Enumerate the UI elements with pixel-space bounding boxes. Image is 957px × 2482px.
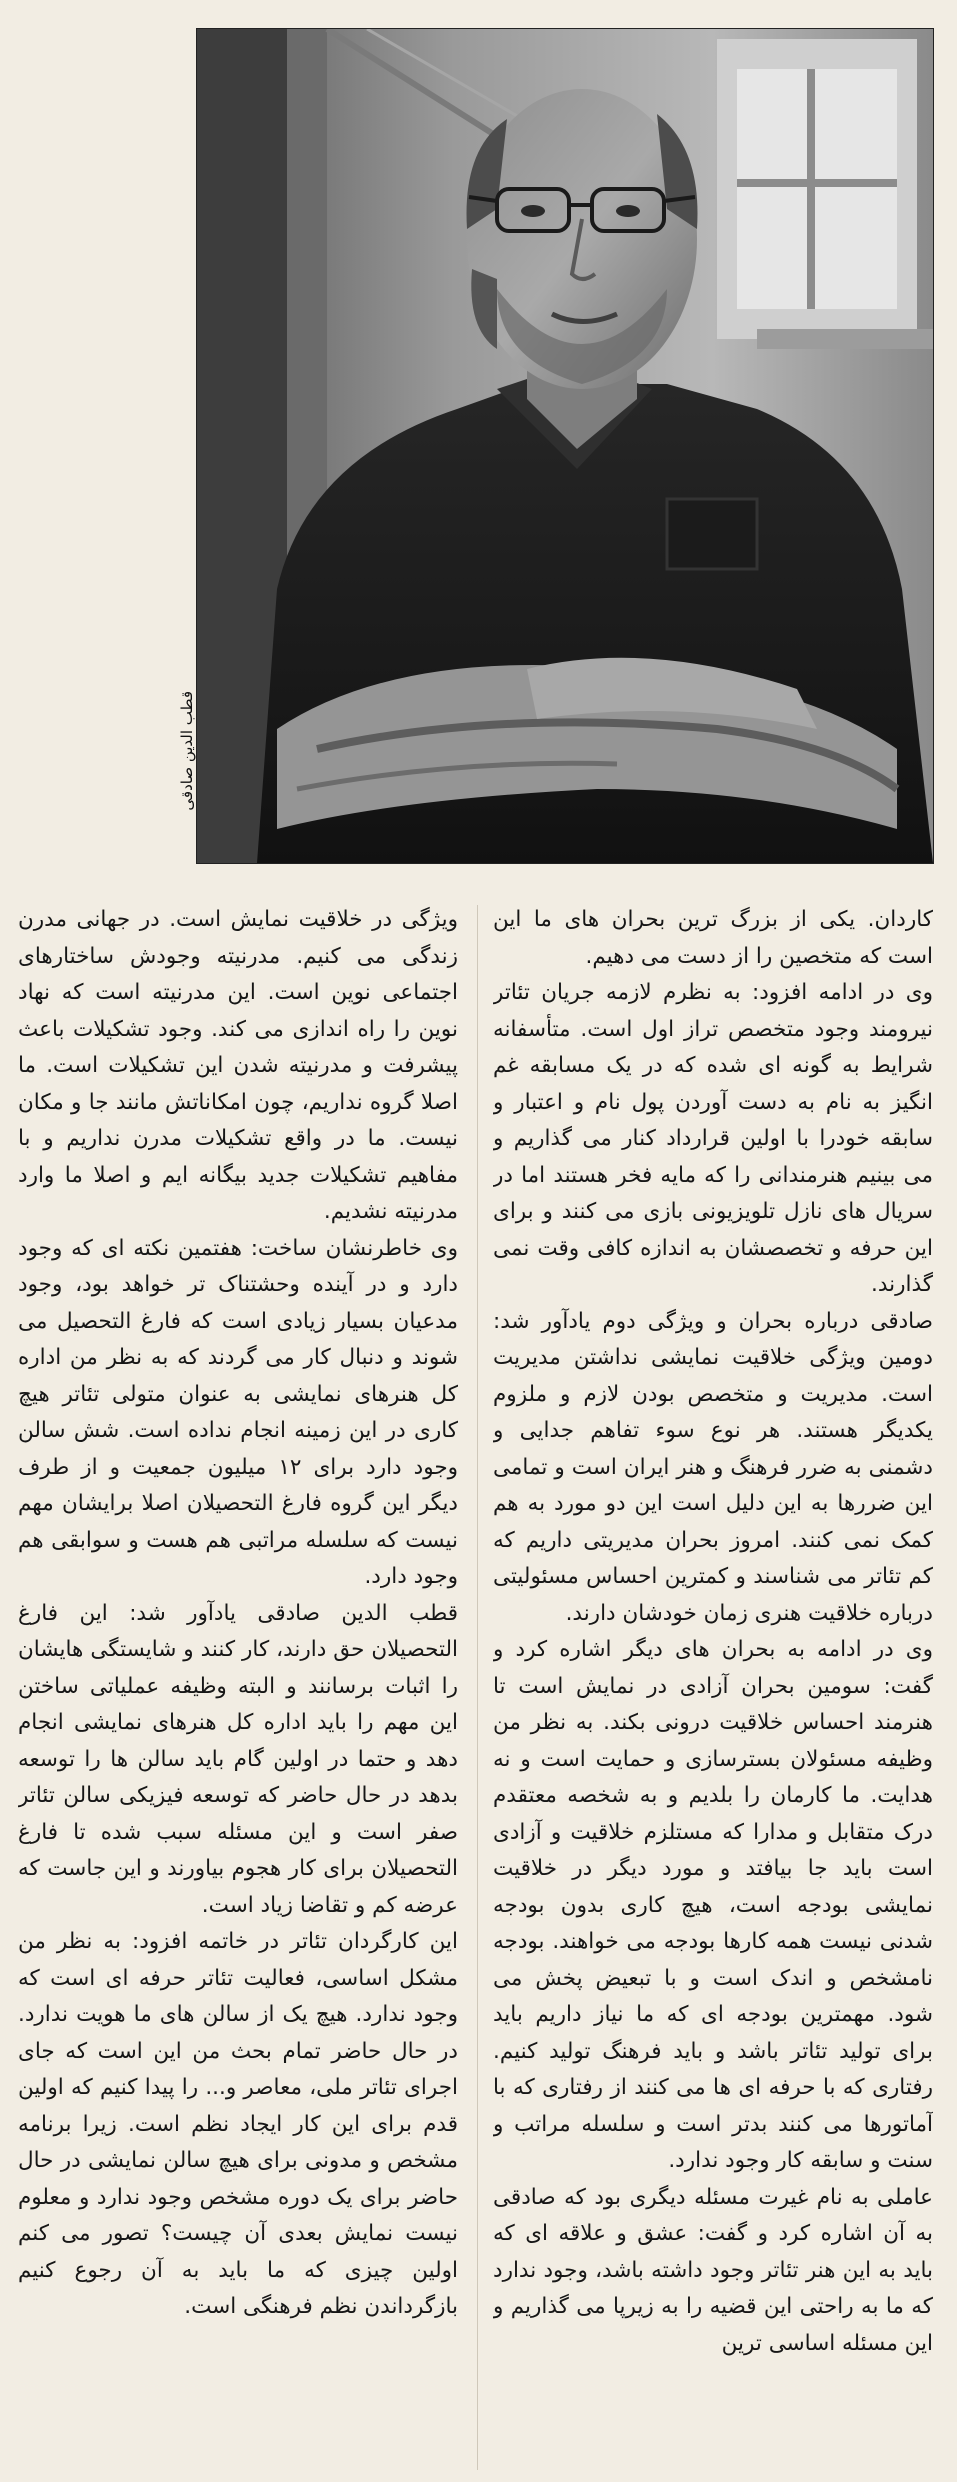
article-column-left <box>18 902 458 2477</box>
photo-credit: قطب الدین صادقی <box>178 691 196 811</box>
column-divider <box>477 905 478 2470</box>
paragraph: این کارگردان تئاتر در خاتمه افزود: به نظر من مشکل اساسی، فعالیت تئاتر حرفه ای است که وجود ندارد. هیچ یک از سالن های ما هویت ندارد. در حال حاضر تمام بحث من این است که جای اجرای تئاتر ملی، معاصر و... را پیدا کنیم که اولین قدم برای این کار ایجاد نظم است. زیرا برنامه مشخص و مدونی برای هیچ سالن نمایشی در حال حاضر برای یک دوره مشخص وجود ندارد و معلوم نیست نمایش بعدی آن چیست؟ تصور می کنم اولین چیزی که ما باید به آن رجوع کنیم بازگرداندن نظم فرهنگی است. <box>18 1929 458 2319</box>
paragraph: وی خاطرنشان ساخت: هفتمین نکته ای که وجود دارد و در آینده وحشتناک تر خواهد بود، وجود مدعیان بسیار زیادی است که فارغ التحصیل می شوند و دنبال کار می گردند که به نظر من اداره کل هنرهای نمایشی به عنوان متولی تئاتر هیچ کاری در این زمینه انجام نداده است. شش سالن وجود دارد برای ۱۲ میلیون جمعیت و از طرف دیگر این گروه فارغ التحصیلان اصلا برایشان مهم نیست که سلسله مراتبی هم هست و سوابقی هم وجود دارد. <box>18 1235 458 1589</box>
paragraph: وی در ادامه افزود: به نظرم لازمه جریان تئاتر نیرومند وجود متخصص تراز اول است. متأسفانه شرایط به گونه ای شده که در یک مسابقه غم انگیز به نام به دست آوردن پول نام و اعتبار و سابقه خودرا با اولین قرارداد کنار می گذاریم و می بینیم هنرمندانی را که مایه فخر هستند اما در سریال های نازل تلویزیونی بازی می کنند و برای این حرفه و تخصصشان به اندازه کافی وقت نمی گذارند. <box>493 980 933 1297</box>
paragraph: عاملی به نام غیرت مسئله دیگری بود که صادقی به آن اشاره کرد و گفت: عشق و علاقه ای که باید به این هنر تئاتر وجود داشته باشد، وجود ندارد که ما به راحتی این قضیه را به زیرپا می گذاریم و این مسئله اساسی ترین <box>493 2184 933 2356</box>
paragraph: وی در ادامه به بحران های دیگر اشاره کرد و گفت: سومین بحران آزادی در نمایش است تا هنرمند احساس خلاقیت درونی بکند. به نظر من وظیفه مسئولان بسترسازی و حمایت است و نه هدایت. ما کارمان را بلدیم و به شخصه معتقدم درک متقابل و مدارا که مستلزم خلاقیت و آزادی است باید جا بیافتد و مورد دیگر در خلاقیت نمایشی بودجه است، هیچ کاری بدون بودجه شدنی نیست همه کارها بودجه می خواهند. بودجه نامشخص و اندک است و با تبعیض پخش می شود. مهمترین بودجه ای که ما نیاز داریم باید برای تولید تئاتر باشد و باید فرهنگ تولید کنیم. رفتاری که با حرفه ای ها می کنند از رفتاری که با آماتورها می کنند بدتر است و سلسله مراتب و سنت و سابقه کار وجود ندارد. <box>493 1637 933 2173</box>
paragraph: قطب الدین صادقی یادآور شد: این فارغ التحصیلان حق دارند، کار کنند و شایستگی هایشان را اثبات برسانند و البته وظیفه عملیاتی ساختن این مهم را باید اداره کل هنرهای نمایشی انجام دهد و حتما در اولین گام باید سالن ها را توسعه بدهد در حال حاضر که توسعه فیزیکی سالن تئاتر صفر است و این مسئله سبب شده تا فارغ التحصیلان برای کار هجوم بیاورند و این جاست که عرضه کم و تقاضا زیاد است. <box>18 1600 458 1918</box>
paragraph: ویژگی در خلاقیت نمایش است. در جهانی مدرن زندگی می کنیم. مدرنیته وجودش ساختارهای اجتماعی نوین است. این مدرنیته است که نهاد نوین را راه اندازی می کند. وجود تشکیلات باعث پیشرفت و مدرنیته شدن این تشکیلات است. ما اصلا گروه نداریم، چون امکاناتش مانند جا و مکان نیست. ما در واقع تشکیلات مدرن نداریم و با مفاهیم تشکیلات جدید بیگانه ایم و اصلا ما وارد مدرنیته نشدیم. <box>18 907 458 1224</box>
paragraph: صادقی درباره بحران و ویژگی دوم یادآور شد: دومین ویژگی خلاقیت نمایشی نداشتن مدیریت است. مدیریت و متخصص بودن لازم و ملزوم یکدیگر هستند. هر نوع سوء تفاهم جدایی و دشمنی به ضرر فرهنگ و هنر ایران است و تمامی این ضررها به این دلیل است این دو مورد به هم کمک نمی کنند. امروز بحران مدیریتی داریم که کم تئاتر می شناسند و کمترین احساس مسئولیتی درباره خلاقیت هنری زمان خودشان دارند. <box>493 1308 933 1626</box>
portrait-photo <box>196 28 934 864</box>
article-column-right <box>493 902 933 2477</box>
paragraph: کاردان. یکی از بزرگ ترین بحران های ما این است که متخصین را از دست می دهیم. <box>493 907 933 969</box>
